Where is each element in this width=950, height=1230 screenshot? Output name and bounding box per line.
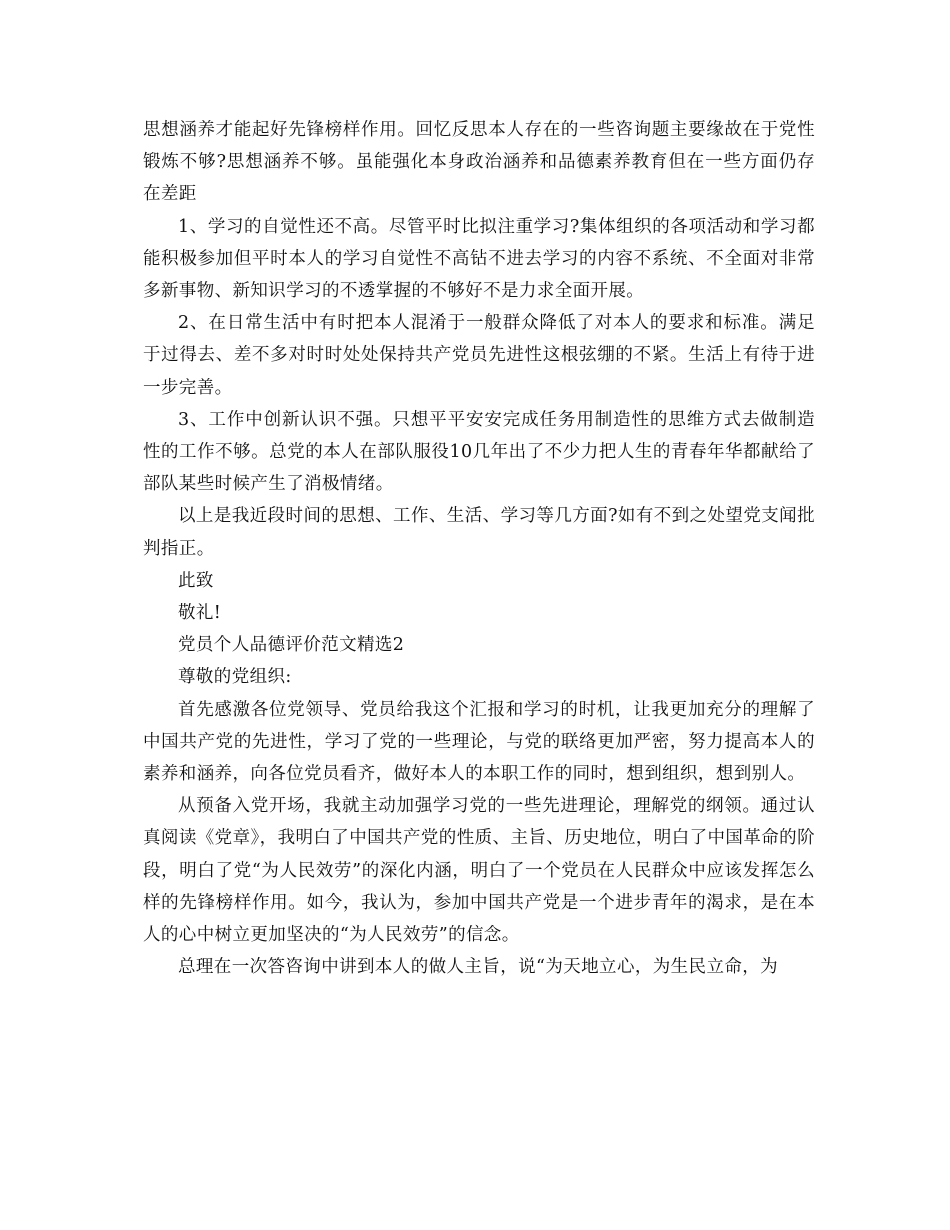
paragraph: 从预备入党开场，我就主动加强学习党的一些先进理论，理解党的纲领。通过认真阅读《党章》，我明白了中国共产党的性质、主旨、历史地位，明白了中国革命的阶段，明白了党“为人民效劳”的深化内涵，明白了一个党员在人民群众中应该发挥怎么样的先锋榜样作用。如今，我认为，参加中国共产党是一个进步青年的渴求，是在本人的心中树立更加坚决的“为人民效劳”的信念。	[143, 796, 815, 946]
paragraph: 以上是我近段时间的思想、工作、生活、学习等几方面?如有不到之处望党支闻批判指正。	[143, 506, 815, 559]
document-body	[143, 114, 815, 983]
list-item-1: 1、学习的自觉性还不高。尽管平时比拟注重学习?集体组织的各项活动和学习都能积极参加但平时本人的学习自觉性不高钻不进去学习的内容不系统、不全面对非常多新事物、新知识学习的不透掌握的不够好不是力求全面开展。	[143, 216, 815, 302]
paragraph: 思想涵养才能起好先锋榜样作用。回忆反思本人存在的一些咨询题主要缘故在于党性锻炼不够?思想涵养不够。虽能强化本身政治涵养和品德素养教育但在一些方面仍存在差距	[143, 120, 815, 205]
paragraph: 首先感激各位党领导、党员给我这个汇报和学习的时机，让我更加充分的理解了中国共产党的先进性，学习了党的一些理论，与党的联络更加严密，努力提高本人的素养和涵养，向各位党员看齐，做好本人的本职工作的同时，想到组织，想到别人。	[143, 699, 815, 785]
salutation: 尊敬的党组织:	[178, 667, 292, 688]
section-title: 党员个人品德评价范文精选2	[178, 635, 405, 656]
list-item-3: 3、工作中创新认识不强。只想平平安安完成任务用制造性的思维方式去做制造性的工作不够。总党的本人在部队服役10几年出了不少力把人生的青春年华都献给了部队某些时候产生了消极情绪。	[143, 409, 815, 495]
paragraph: 总理在一次答咨询中讲到本人的做人主旨，说“为天地立心，为生民立命，为	[178, 957, 779, 978]
list-item-2: 2、在日常生活中有时把本人混淆于一般群众降低了对本人的要求和标准。满足于过得去、差不多对时时处处保持共产党员先进性这根弦绷的不紧。生活上有待于进一步完善。	[143, 313, 815, 398]
closing-regards: 敬礼!	[178, 603, 222, 624]
closing-line: 此致	[178, 570, 214, 591]
